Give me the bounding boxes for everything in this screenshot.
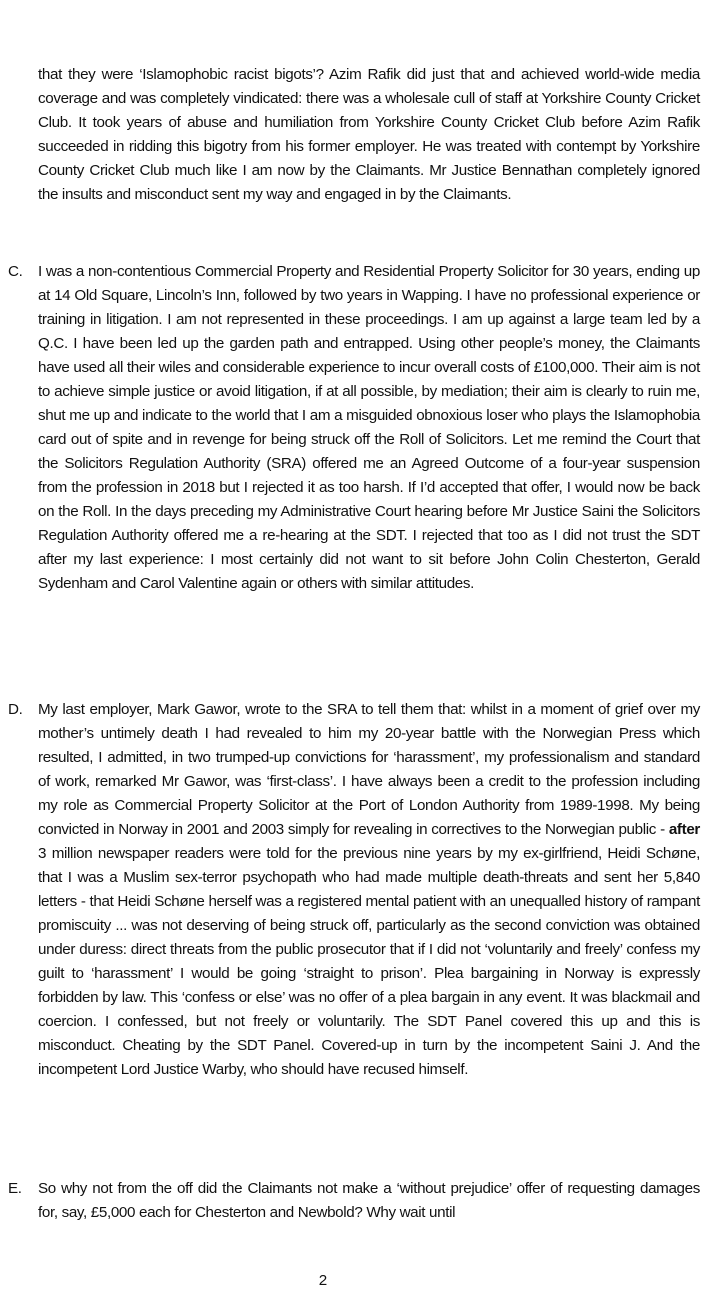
paragraph-e	[8, 1177, 700, 1225]
paragraph-text	[38, 698, 700, 1082]
paragraph-text: I was a non-contentious Commercial Property and Residential Property Solicitor for 30 years, ending up at 14 Old Square, Lincoln’s Inn, followed by two years in Wapping. I have no professional experience or training in litigation. I am not represented in these proceedings. I am up against a large team led by a Q.C. I have been led up the garden path and entrapped. Using other people’s money, the Claimants have used all their wiles and considerable experience to incur overall costs of £100,000. Their aim is not to achieve simple justice or avoid litigation, if at all possible, by mediation; their aim is clearly to ruin me, shut me up and indicate to the world that I am a misguided obnoxious loser who plays the Islamophobia card out of spite and in revenge for being struck off the Roll of Solicitors. Let me remind the Court that the Solicitors Regulation Authority (SRA) offered me an Agreed Outcome of a four-year suspension from the profession in 2018 but I rejected it as too harsh. If I’d accepted that offer, I would now be back on the Roll. In the days preceding my Administrative Court hearing before Mr Justice Saini the Solicitors Regulation Authority offered me a re-hearing at the SDT. I rejected that too as I did not trust the SDT after my last experience: I most certainly did not want to sit before John Colin Chesterton, Gerald Sydenham and Carol Valentine again or others with similar attitudes.	[38, 263, 700, 592]
list-label: E.	[8, 1180, 22, 1197]
list-label: C.	[8, 263, 23, 280]
text-segment: My last employer, Mark Gawor, wrote to the SRA to tell them that: whilst in a moment of grief over my mother’s untimely death I had revealed to him my 20-year battle with the Norwegian Press which resulted, I admitted, in two trumped-up convictions for ‘harassment’, my professionalism and standard of work, remarked Mr Gawor, was ‘first-class’. I have always been a credit to the profession including my role as Commercial Property Solicitor at the Port of London Authority from 1989-1998. My being convicted in Norway in 2001 and 2003 simply for revealing in correctives to the Norwegian public -	[38, 701, 700, 838]
paragraph-c	[8, 260, 700, 596]
paragraph-text: that they were ‘Islamophobic racist bigots’? Azim Rafik did just that and achieved world-wide media coverage and was completely vindicated: there was a wholesale cull of staff at Yorkshire County Cricket Club. It took years of abuse and humiliation from Yorkshire County Cricket Club before Azim Rafik succeeded in ridding this bigotry from his former employer. He was treated with contempt by Yorkshire County Cricket Club much like I am now by the Claimants. Mr Justice Bennathan completely ignored the insults and misconduct sent my way and engaged in by the Claimants.	[38, 66, 700, 203]
bold-emphasis: after	[668, 821, 700, 838]
page-number: 2	[318, 1272, 328, 1289]
paragraph-d	[8, 698, 700, 1082]
text-segment: 3 million newspaper readers were told for the previous nine years by my ex-girlfriend, Heidi Schøne, that I was a Muslim sex-terror psychopath who had made multiple death-threats and sent her 5,840 letters - that Heidi Schøne herself was a registered mental patient with an unequalled history of rampant promiscuity ... was not deserving of being struck off, particularly as the second conviction was obtained under duress: direct threats from the public prosecutor that if I did not ‘voluntarily and freely’ confess my guilt to ‘harassment’ I would be going ‘straight to prison’. Plea bargaining in Norway is expressly forbidden by law. This ‘confess or else’ was no offer of a plea bargain in any event. It was blackmail and coercion. I confessed, but not freely or voluntarily. The SDT Panel covered this up and this is misconduct. Cheating by the SDT Panel. Covered-up in turn by the incompetent Saini J. And the incompetent Lord Justice Warby, who should have recused himself.	[38, 845, 700, 1078]
paragraph-text: So why not from the off did the Claimants not make a ‘without prejudice’ offer of requesting damages for, say, £5,000 each for Chesterton and Newbold? Why wait until	[38, 1180, 700, 1221]
paragraph-continued	[38, 63, 700, 207]
list-label: D.	[8, 701, 23, 718]
